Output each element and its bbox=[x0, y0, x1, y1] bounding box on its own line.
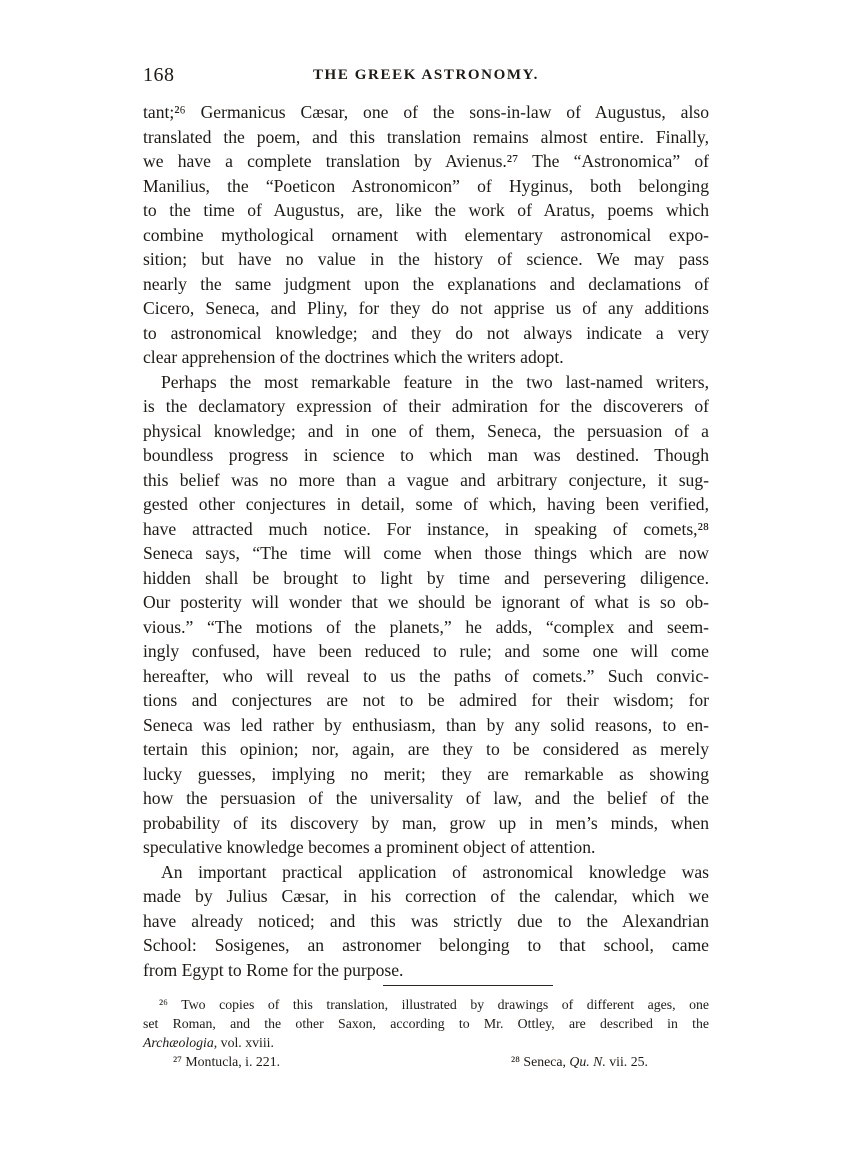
body-line: probability of its discovery by man, grow up in men’s minds, when bbox=[143, 812, 709, 833]
body-line: physical knowledge; and in one of them, Seneca, the persuasion of a bbox=[143, 420, 709, 441]
body-line: sition; but have no value in the history of science. We may pass bbox=[143, 249, 709, 269]
page-header bbox=[143, 64, 709, 88]
body-line: hidden shall be brought to light by time and persevering diligence. bbox=[143, 567, 709, 588]
body-line: translated the poem, and this translation remains almost entire. Finally, bbox=[143, 126, 709, 147]
running-head: THE GREEK ASTRONOMY. bbox=[312, 67, 540, 83]
footnote-27: ²⁷ Montucla, i. 221. bbox=[173, 1054, 281, 1069]
body-line: gested other conjectures in detail, some of which, having been verified, bbox=[143, 494, 709, 514]
body-line: is the declamatory expression of their admiration for the discoverers of bbox=[143, 396, 709, 416]
paragraph-start: An important practical application of astronomical knowledge was bbox=[161, 861, 709, 882]
body-line: Seneca was led rather by enthusiasm, than by any solid reasons, to en- bbox=[143, 714, 709, 735]
body-line: have attracted much notice. For instance, in speaking of comets,²⁸ bbox=[143, 518, 709, 539]
body-line: nearly the same judgment upon the explanations and declamations of bbox=[143, 273, 709, 294]
body-line: Manilius, the “Poeticon Astronomicon” of Hyginus, both belonging bbox=[143, 175, 709, 196]
journal-title: Archæologia bbox=[143, 1035, 214, 1050]
footnote-pair bbox=[143, 1052, 709, 1071]
paragraph-start: Perhaps the most remarkable feature in the two last-named writers, bbox=[161, 371, 709, 392]
footnote-divider bbox=[383, 985, 553, 986]
body-line: we have a complete translation by Avienus.²⁷ The “Astronomica” of bbox=[143, 151, 709, 171]
body-line: boundless progress in science to which man was destined. Though bbox=[143, 445, 709, 465]
body-line: tions and conjectures are not to be admired for their wisdom; for bbox=[143, 690, 709, 710]
body-line: have already noticed; and this was strictly due to the Alexandrian bbox=[143, 910, 709, 931]
body-line: tertain this opinion; nor, again, are they to be considered as merely bbox=[143, 739, 709, 759]
body-line: how the persuasion of the universality of law, and the belief of the bbox=[143, 788, 709, 808]
body-line: speculative knowledge becomes a prominent object of attention. bbox=[143, 837, 596, 857]
footnote-28-suffix: vii. 25. bbox=[605, 1054, 648, 1069]
body-line: lucky guesses, implying no merit; they are remarkable as showing bbox=[143, 763, 709, 784]
body-line: ingly confused, have been reduced to rule; and some one will come bbox=[143, 641, 709, 661]
footnotes bbox=[143, 995, 709, 1071]
body-line: made by Julius Cæsar, in his correction of the calendar, which we bbox=[143, 886, 709, 906]
body-line: this belief was no more than a vague and arbitrary conjecture, it sug- bbox=[143, 469, 709, 490]
footnote-26-tail: , vol. xviii. bbox=[213, 1035, 274, 1050]
footnote-28-work: Qu. N. bbox=[569, 1054, 606, 1069]
body-line: Cicero, Seneca, and Pliny, for they do not apprise us of any additions bbox=[143, 298, 709, 318]
footnote-26-line bbox=[143, 1033, 709, 1052]
body-line: to astronomical knowledge; and they do not always indicate a very bbox=[143, 322, 709, 343]
footnote-26-line: ²⁶ Two copies of this translation, illustrated by drawings of different ages, one bbox=[159, 997, 709, 1012]
body-line: Our posterity will wonder that we should be ignorant of what is so ob- bbox=[143, 592, 709, 612]
footnote-28 bbox=[511, 1052, 648, 1071]
body-line: tant;²⁶ Germanicus Cæsar, one of the sons-in-law of Augustus, also bbox=[143, 102, 709, 122]
body-line: vious.” “The motions of the planets,” he adds, “complex and seem- bbox=[143, 616, 709, 637]
body-line: School: Sosigenes, an astronomer belonging to that school, came bbox=[143, 935, 709, 955]
body-text bbox=[143, 100, 709, 982]
footnote-28-prefix: ²⁸ Seneca, bbox=[511, 1054, 570, 1069]
footnote-26-line: set Roman, and the other Saxon, according to Mr. Ottley, are described in the bbox=[143, 1016, 709, 1031]
body-line: from Egypt to Rome for the purpose. bbox=[143, 959, 404, 980]
body-line: to the time of Augustus, are, like the work of Aratus, poems which bbox=[143, 200, 709, 220]
body-line: Seneca says, “The time will come when those things which are now bbox=[143, 543, 709, 563]
body-line: hereafter, who will reveal to us the paths of comets.” Such convic- bbox=[143, 665, 709, 686]
body-line: combine mythological ornament with elementary astronomical expo- bbox=[143, 224, 709, 245]
page-number: 168 bbox=[143, 64, 175, 86]
body-line: clear apprehension of the doctrines which the writers adopt. bbox=[143, 347, 564, 367]
